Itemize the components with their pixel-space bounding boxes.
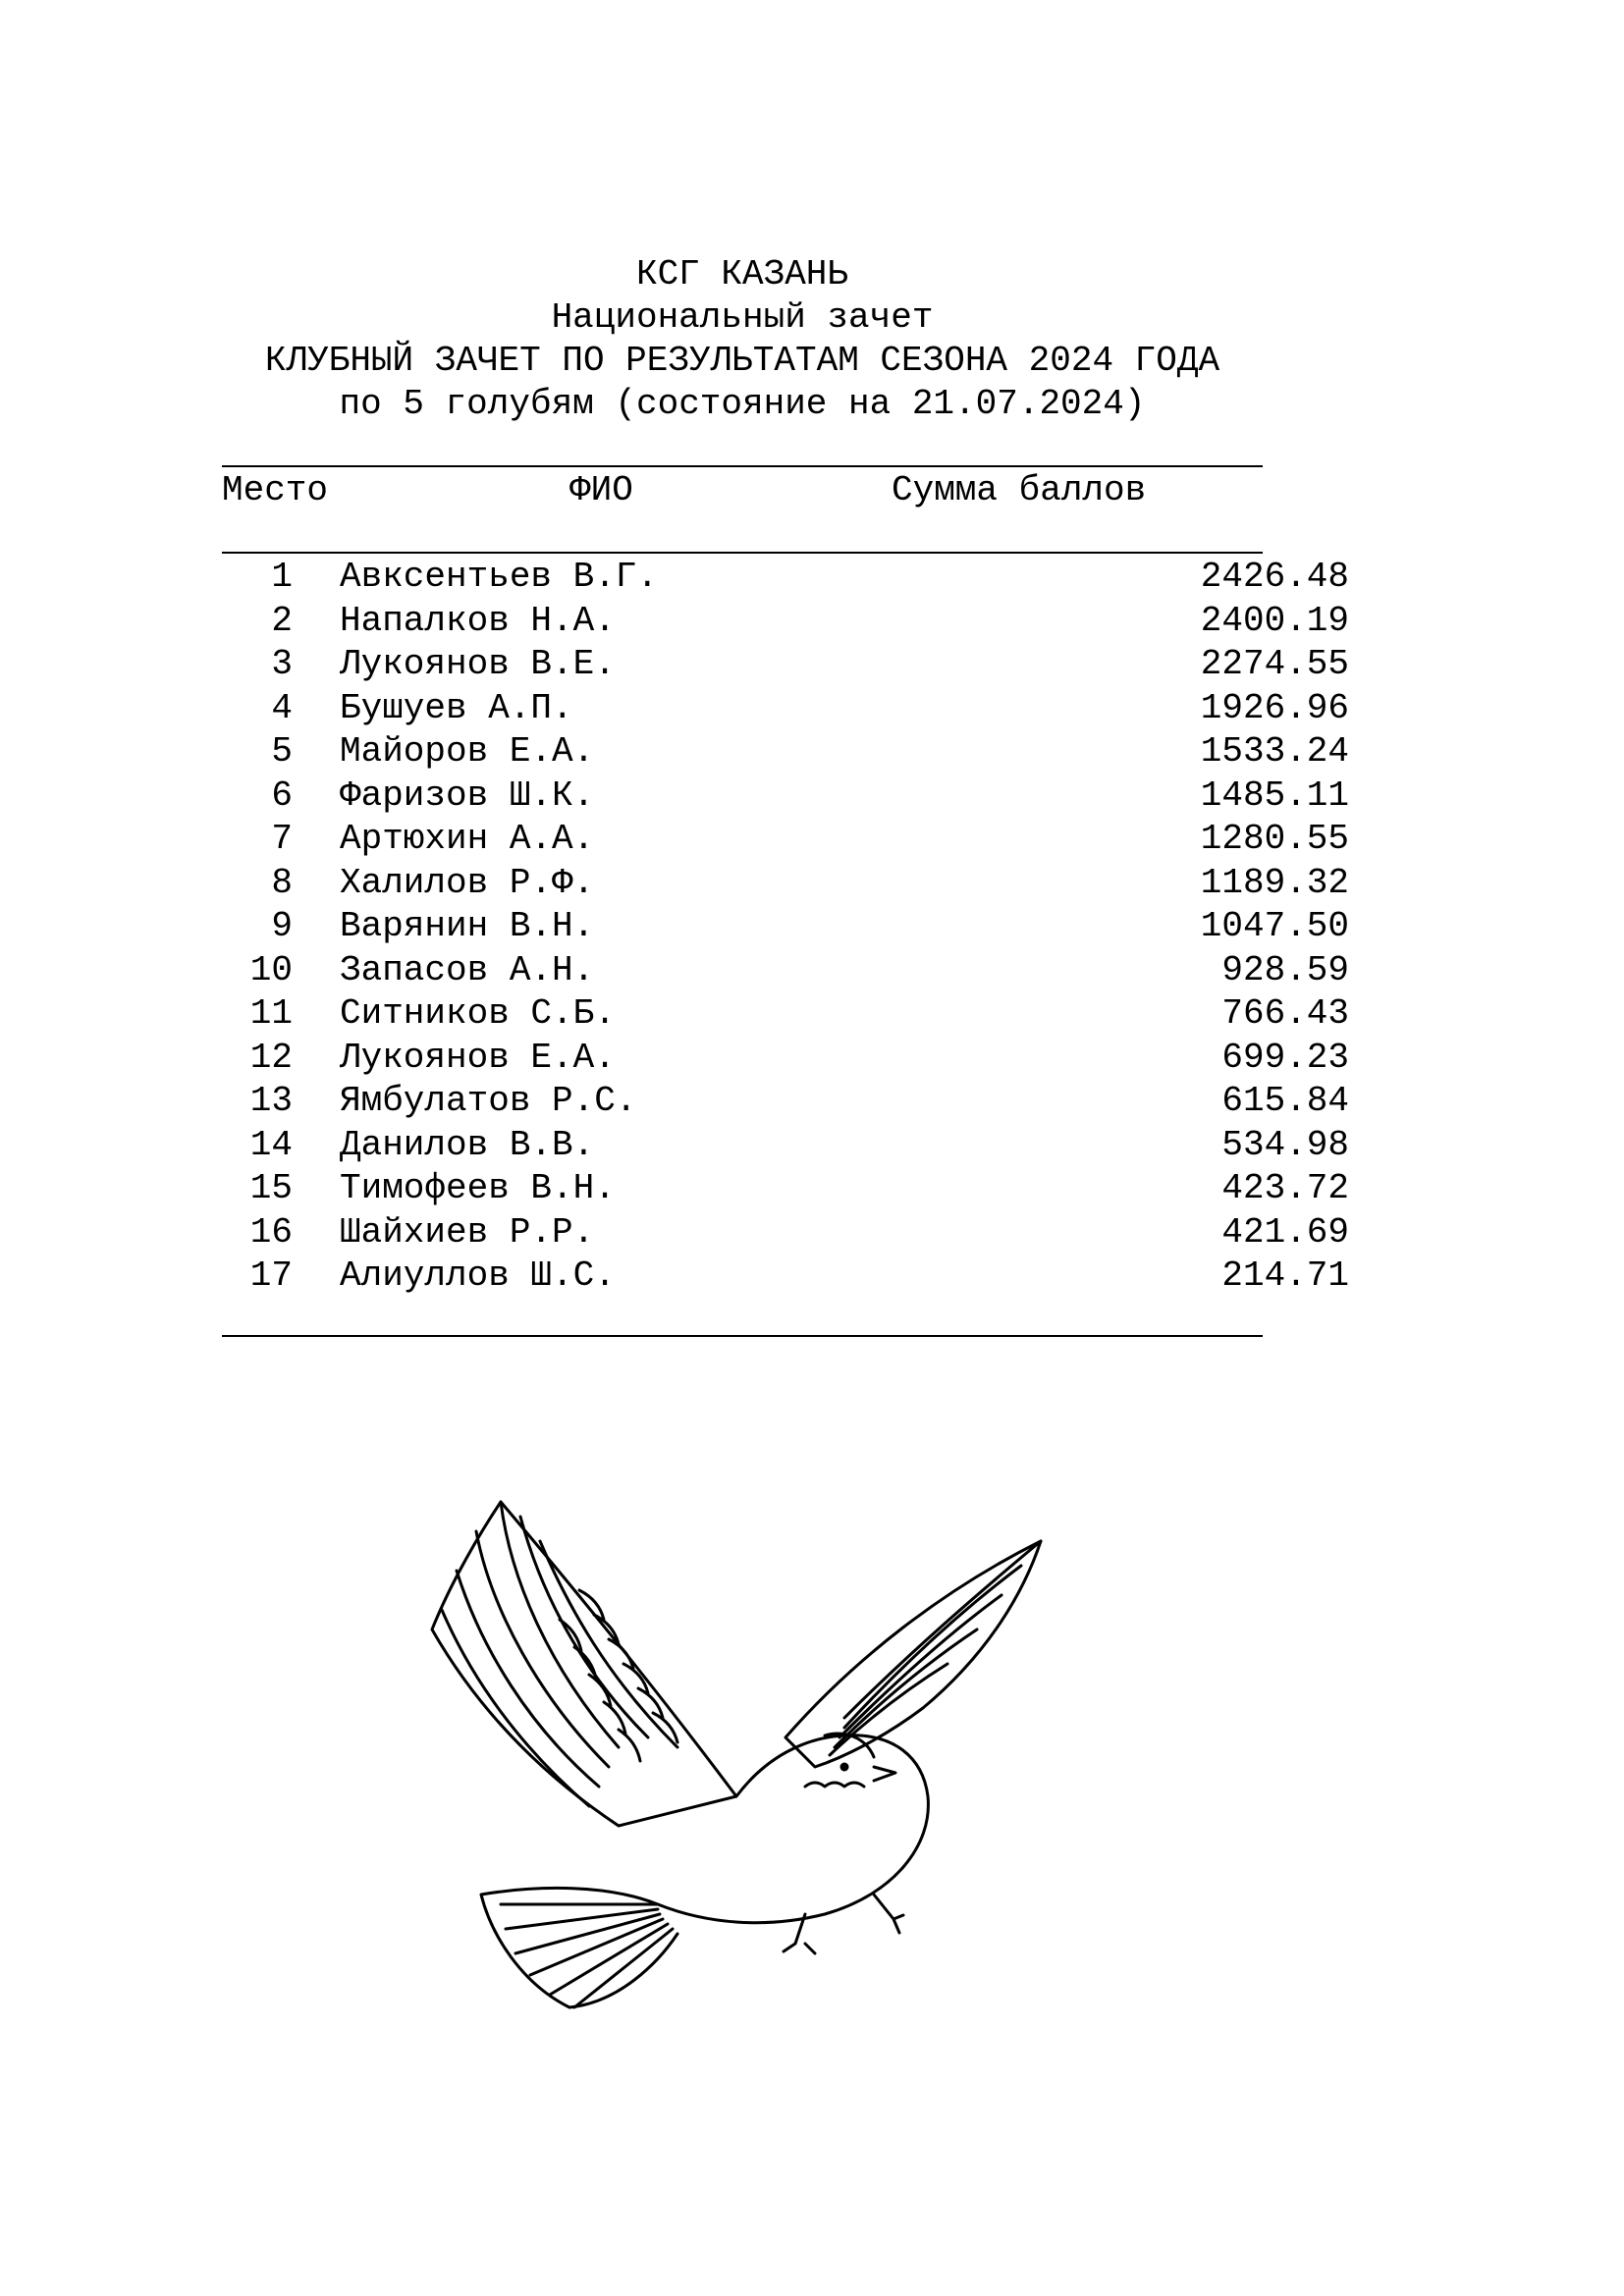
table-top-rule <box>222 465 1263 467</box>
row-name: Халилов Р.Ф. <box>340 862 595 903</box>
results-table <box>222 556 1349 1299</box>
table-row <box>222 643 1349 687</box>
row-place: 11 <box>249 993 293 1034</box>
row-score: 421.69 <box>1221 1211 1349 1253</box>
row-place: 13 <box>249 1081 293 1121</box>
row-place: 2 <box>271 600 293 641</box>
row-name: Напалков Н.А. <box>340 600 616 641</box>
row-place: 4 <box>271 687 293 728</box>
row-place: 7 <box>271 819 293 859</box>
row-score: 2274.55 <box>1200 644 1349 684</box>
competition-title: Национальный зачет <box>551 297 934 338</box>
table-header-rule <box>222 552 1263 554</box>
row-name: Алиуллов Ш.С. <box>340 1255 616 1296</box>
table-row <box>222 1167 1349 1211</box>
row-name: Фаризов Ш.К. <box>340 774 595 816</box>
column-header-name: ФИО <box>569 470 633 510</box>
table-row <box>222 905 1349 949</box>
row-name: Авксентьев В.Г. <box>340 557 659 597</box>
row-name: Бушуев А.П. <box>340 687 573 728</box>
row-place: 1 <box>271 557 293 597</box>
row-score: 1485.11 <box>1200 774 1349 816</box>
row-score: 1189.32 <box>1200 862 1349 903</box>
table-row <box>222 862 1349 906</box>
row-score: 423.72 <box>1221 1168 1349 1208</box>
row-name: Варянин В.Н. <box>340 906 595 946</box>
table-row <box>222 949 1349 993</box>
table-row <box>222 556 1349 600</box>
row-score: 534.98 <box>1221 1124 1349 1165</box>
club-title: КСГ КАЗАНЬ <box>635 254 849 294</box>
row-score: 1533.24 <box>1200 731 1349 772</box>
row-score: 2426.48 <box>1200 557 1349 597</box>
table-row <box>222 687 1349 731</box>
table-row <box>222 818 1349 862</box>
row-place: 10 <box>249 949 293 990</box>
row-place: 12 <box>249 1037 293 1078</box>
row-place: 8 <box>271 862 293 903</box>
row-place: 16 <box>249 1211 293 1253</box>
row-score: 2400.19 <box>1200 600 1349 641</box>
row-name: Шайхиев Р.Р. <box>340 1211 595 1253</box>
row-score: 928.59 <box>1221 949 1349 990</box>
row-name: Данилов В.В. <box>340 1124 595 1165</box>
report-subtitle: по 5 голубям (состояние на 21.07.2024) <box>339 384 1146 424</box>
row-score: 1047.50 <box>1200 906 1349 946</box>
table-row <box>222 992 1349 1037</box>
row-place: 15 <box>249 1168 293 1208</box>
row-place: 5 <box>271 731 293 772</box>
table-bottom-rule <box>222 1335 1263 1337</box>
table-row <box>222 1211 1349 1255</box>
row-name: Ситников С.Б. <box>340 993 616 1034</box>
table-row <box>222 1124 1349 1168</box>
table-row <box>222 1255 1349 1299</box>
row-place: 6 <box>271 774 293 816</box>
row-place: 9 <box>271 906 293 946</box>
row-score: 699.23 <box>1221 1037 1349 1078</box>
row-score: 214.71 <box>1221 1255 1349 1296</box>
table-row <box>222 1037 1349 1081</box>
row-name: Ямбулатов Р.С. <box>340 1081 637 1121</box>
row-place: 17 <box>249 1255 293 1296</box>
column-header-place: Место <box>222 470 329 510</box>
dove-illustration-icon <box>412 1472 1080 2022</box>
row-score: 766.43 <box>1221 993 1349 1034</box>
row-score: 1280.55 <box>1200 819 1349 859</box>
row-name: Лукоянов Е.А. <box>340 1037 616 1078</box>
row-name: Тимофеев В.Н. <box>340 1168 616 1208</box>
row-name: Майоров Е.А. <box>340 731 595 772</box>
row-score: 1926.96 <box>1200 687 1349 728</box>
row-score: 615.84 <box>1221 1081 1349 1121</box>
column-header-score: Сумма баллов <box>892 470 1147 510</box>
row-place: 14 <box>249 1124 293 1165</box>
table-row <box>222 600 1349 644</box>
row-name: Артюхин А.А. <box>340 819 595 859</box>
report-title: КЛУБНЫЙ ЗАЧЕТ ПО РЕЗУЛЬТАТАМ СЕЗОНА 2024 ГОДА <box>264 341 1220 381</box>
table-row <box>222 774 1349 819</box>
row-name: Лукоянов В.Е. <box>340 644 616 684</box>
table-row <box>222 1080 1349 1124</box>
row-name: Запасов А.Н. <box>340 949 595 990</box>
row-place: 3 <box>271 644 293 684</box>
table-row <box>222 730 1349 774</box>
